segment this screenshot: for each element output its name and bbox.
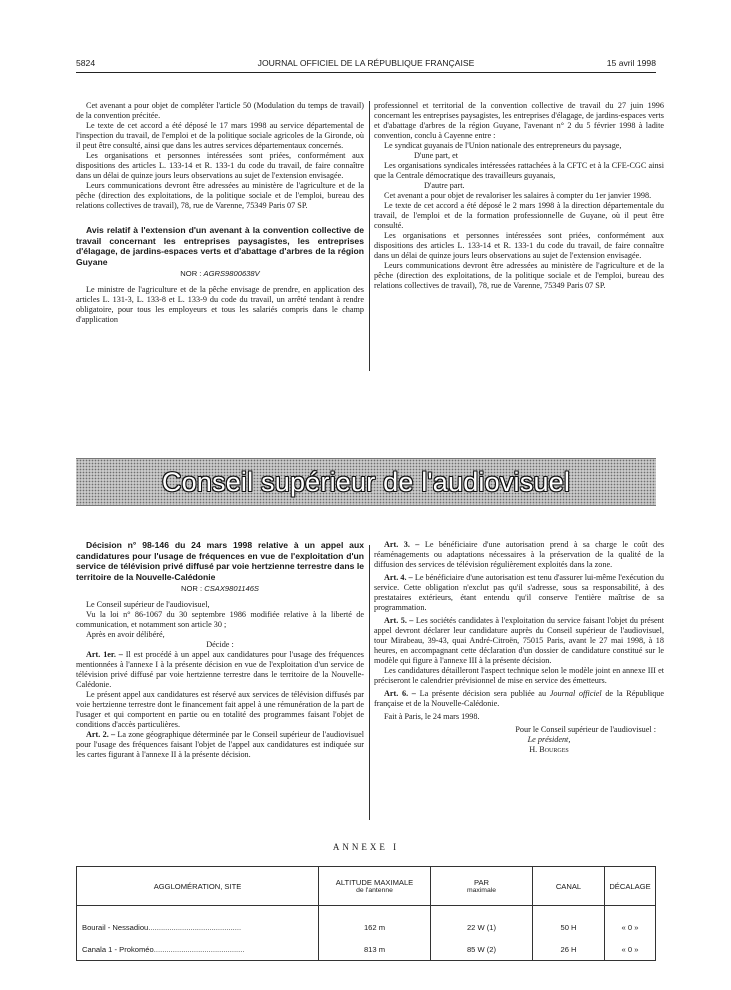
article-3 (374, 540, 664, 570)
par-cell: 22 W (1) (431, 906, 533, 939)
table-header-row (77, 867, 656, 906)
column-header-label: ALTITUDE MAXIMALE (335, 878, 414, 887)
altitude-cell: 162 m (319, 906, 431, 939)
nor-reference (76, 269, 364, 279)
paragraph: D'une part, et (414, 151, 458, 160)
altitude-cell: 813 m (319, 938, 431, 961)
paragraph: Leurs communications devront être adressées au ministère de l'agriculture et de la pêche (direction des exploitations, de la politique sociale et de l'emploi, bureau des relations collectives de travail), 78, rue de Varenne, 75349 Paris 07 SP. (374, 261, 664, 290)
paragraph: Le ministre de l'agriculture et de la pêche envisage de prendre, en application des articles L. 131-3, L. 133-8 et L. 133-9 du code du travail, un arrêté tendant à rendre obligatoire, pour tous les employeurs et tous les salariés compris dans le champ d'application (76, 285, 364, 324)
paragraph: Leurs communications devront être adressées au ministère de l'agriculture et de la pêche (direction des exploitations, de la politique sociale et de l'emploi, bureau des relations collectives de travail), 78, rue de Varenne, 75349 Paris 07 SP. (76, 181, 364, 210)
column-header-label: AGGLOMÉRATION, SITE (153, 881, 242, 891)
journal-name: Journal officiel (549, 689, 602, 698)
article-4 (374, 573, 664, 613)
paragraph: Vu la loi n° 86-1067 du 30 septembre 1986 modifiée relative à la liberté de communication, et notamment son article 30 ; (76, 610, 364, 629)
article-text: de la République française et de la Nouvelle-Calédonie. (374, 689, 665, 708)
article-text: La zone géographique déterminée par le Conseil supérieur de l'audiovisuel pour l'usage des fréquences faisant l'objet de l'appel aux candidatures est indiquée sur les cartes figurant à l'annexe II à la présente décision. (76, 730, 365, 759)
paragraph: Le texte de cet accord a été déposé le 2 mars 1998 à la direction départementale du travail, de l'emploi et de la formation professionnelle de Guyane, où il peut être consulté. (374, 201, 664, 230)
paragraph: Décide : (206, 640, 234, 649)
paragraph: Les organisations et personnes intéressées sont priées, conformément aux dispositions des articles L. 133-14 et R. 133-1 du code du travail, de faire connaître dans un délai de quinze jours leurs observations au sujet de l'extension envisagée. (374, 231, 664, 260)
article-text: Il est procédé à un appel aux candidatures pour l'usage des fréquences mentionnées à l'annexe I à la présente décision en vue de l'exploitation d'un service de télévision privé diffusé par voie hertzienne terrestre dans le territoire de la Nouvelle-Calédonie. (76, 650, 364, 689)
article-label: Art. 3. – (384, 540, 420, 549)
column-header (605, 867, 656, 906)
site-cell: Bourail - Nessadiou............................................ (77, 906, 319, 939)
paragraph: Cet avenant a pour objet de compléter l'article 50 (Modulation du temps de travail) de la convention précitée. (76, 101, 364, 120)
paragraph: Les organisations et personnes intéressées sont priées, conformément aux dispositions des articles L. 133-14 et R. 133-1 du code du travail, de faire connaître dans un délai de quinze jours leurs observations au sujet de l'extension envisagée. (76, 151, 364, 180)
table-row (77, 906, 656, 939)
paragraph: Le syndicat guyanais de l'Union nationale des entrepreneurs du paysage, (384, 141, 622, 150)
paragraph: Le présent appel aux candidatures est réservé aux services de télévision diffusés par voie hertzienne terrestre dont le financement fait appel à une rémunération de la part de l'usager et qui comportent en partie ou en totalité des programmes faisant l'objet de conditions d'accès particulières. (76, 690, 364, 729)
signature-title: Le président, (527, 735, 571, 744)
site-name: Bourail - Nessadiou (82, 922, 149, 932)
column-header (533, 867, 605, 906)
issue-date: 15 avril 1998 (606, 58, 656, 68)
article-text: La présente décision sera publiée au (419, 689, 547, 698)
column-header-label: CANAL (555, 881, 582, 891)
site-name: Canala 1 - Prokoméo (82, 944, 154, 954)
column-3 (76, 540, 364, 760)
article-text: Le bénéficiaire d'une autorisation prend à sa charge le coût des réaménagements ou adaptations nécessaires à la préservation de la qualité de la diffusion des services de télévision régulièrement exploités dans la zone. (374, 540, 665, 569)
paragraph: Après en avoir délibéré, (86, 630, 165, 639)
column-header-label: PAR (473, 878, 490, 887)
column-divider (369, 545, 370, 820)
paragraph: Le Conseil supérieur de l'audiovisuel, (86, 600, 210, 609)
column-header (319, 867, 431, 906)
paragraph: Les organisations syndicales intéressées rattachées à la CFTC et à la CFE-CGC ainsi que la Centrale démocratique des travailleurs guyanais, (374, 161, 664, 180)
column-header-sub: maximale (466, 887, 497, 894)
table-row (77, 938, 656, 961)
column-header (431, 867, 533, 906)
signature-name: H. Bourges (529, 745, 569, 754)
article-text: Les sociétés candidates à l'exploitation du service faisant l'objet du présent appel devront déclarer leur candidature auprès du Conseil supérieur de l'audiovisuel, tour Mirabeau, 39-43, quai André-Citroën, 75015 Paris, avant le 27 mai 1998, à 18 heures, en accompagnant cette déclaration d'un dossier de candidature constitué sur le modèle qui figure à l'annexe III à la présente décision. (374, 616, 665, 665)
column-header (77, 867, 319, 906)
signature-line: Pour le Conseil supérieur de l'audiovisuel : (515, 725, 656, 734)
header-rule (76, 72, 656, 73)
article-label: Art. 5. – (384, 616, 414, 625)
page-number: 5824 (76, 58, 96, 68)
article-1 (76, 650, 364, 690)
canal-cell: 26 H (533, 938, 605, 961)
article-label: Art. 1er. – (86, 650, 123, 659)
column-header-label: DÉCALAGE (609, 881, 651, 891)
canal-cell: 50 H (533, 906, 605, 939)
article-5 (374, 616, 664, 666)
article-2 (76, 730, 364, 760)
column-4 (374, 540, 664, 755)
par-cell: 85 W (2) (431, 938, 533, 961)
column-header-sub: de l'antenne (356, 887, 393, 894)
notice-title: Avis relatif à l'extension d'un avenant à la convention collective de travail concernant les entreprises paysagistes, les entreprises d'élagage, de jardins-espaces verts et d'abattage d'arbres de la région Guyane (76, 225, 364, 267)
done-at: Fait à Paris, le 24 mars 1998. (384, 712, 480, 721)
column-2 (374, 101, 664, 291)
paragraph: professionnel et territorial de la convention collective de travail du 27 juin 1996 concernant les entreprises paysagistes, les entreprises d'élagage, de jardins-espaces verts et d'abattage d'arbres de la région Guyane, l'avenant n° 2 du 5 février 1998 à ladite convention, conclu à Cayenne entre : (374, 101, 664, 140)
paragraph: D'autre part. (424, 181, 465, 190)
article-label: Art. 4. – (384, 573, 413, 582)
section-banner (76, 458, 656, 506)
decalage-cell: « 0 » (605, 938, 656, 961)
nor-reference (76, 584, 364, 594)
page-header (76, 58, 656, 70)
paragraph: Le texte de cet accord a été déposé le 17 mars 1998 au service départemental de l'inspection du travail, de l'emploi et de la politique sociale agricoles de la Gironde, où il peut être consulté, ainsi que dans les autres services départementaux concernés. (76, 121, 364, 150)
nor-label: NOR : (180, 269, 202, 278)
article-label: Art. 2. – (86, 730, 116, 739)
paragraph: Les candidatures détailleront l'aspect technique selon le modèle joint en annexe III et préciseront le calendrier prévisionnel de mise en service des émetteurs. (374, 666, 664, 685)
nor-code: AGRS9800638V (203, 269, 260, 278)
paragraph: Cet avenant a pour objet de revaloriser les salaires à compter du 1er janvier 1998. (384, 191, 652, 200)
site-cell: Canala 1 - Prokoméo........................................... (77, 938, 319, 961)
article-6 (374, 689, 664, 709)
column-1 (76, 101, 364, 325)
nor-code: CSAX9801146S (204, 584, 259, 593)
article-label: Art. 6. – (384, 689, 416, 698)
journal-title: JOURNAL OFFICIEL DE LA RÉPUBLIQUE FRANÇAISE (257, 58, 475, 68)
article-text: Le bénéficiaire d'une autorisation est tenu d'assurer lui-même l'exécution du service. Cette obligation n'exclut pas qu'il s'adresse, sous sa responsabilité, à des prestataires extérieurs, étant entendu qu'il conserve l'entière maîtrise de sa programmation. (374, 573, 665, 612)
annex-title: ANNEXE I (332, 842, 400, 852)
decision-title: Décision n° 98-146 du 24 mars 1998 relative à un appel aux candidatures pour l'usage de fréquences en vue de l'exploitation d'un service de télévision privé diffusé par voie hertzienne terrestre dans le territoire de la Nouvelle-Calédonie (76, 540, 364, 582)
decalage-cell: « 0 » (605, 906, 656, 939)
column-divider (369, 101, 370, 371)
frequency-table (76, 866, 656, 961)
section-banner-title: Conseil supérieur de l'audiovisuel (161, 466, 571, 497)
nor-label: NOR : (181, 584, 203, 593)
